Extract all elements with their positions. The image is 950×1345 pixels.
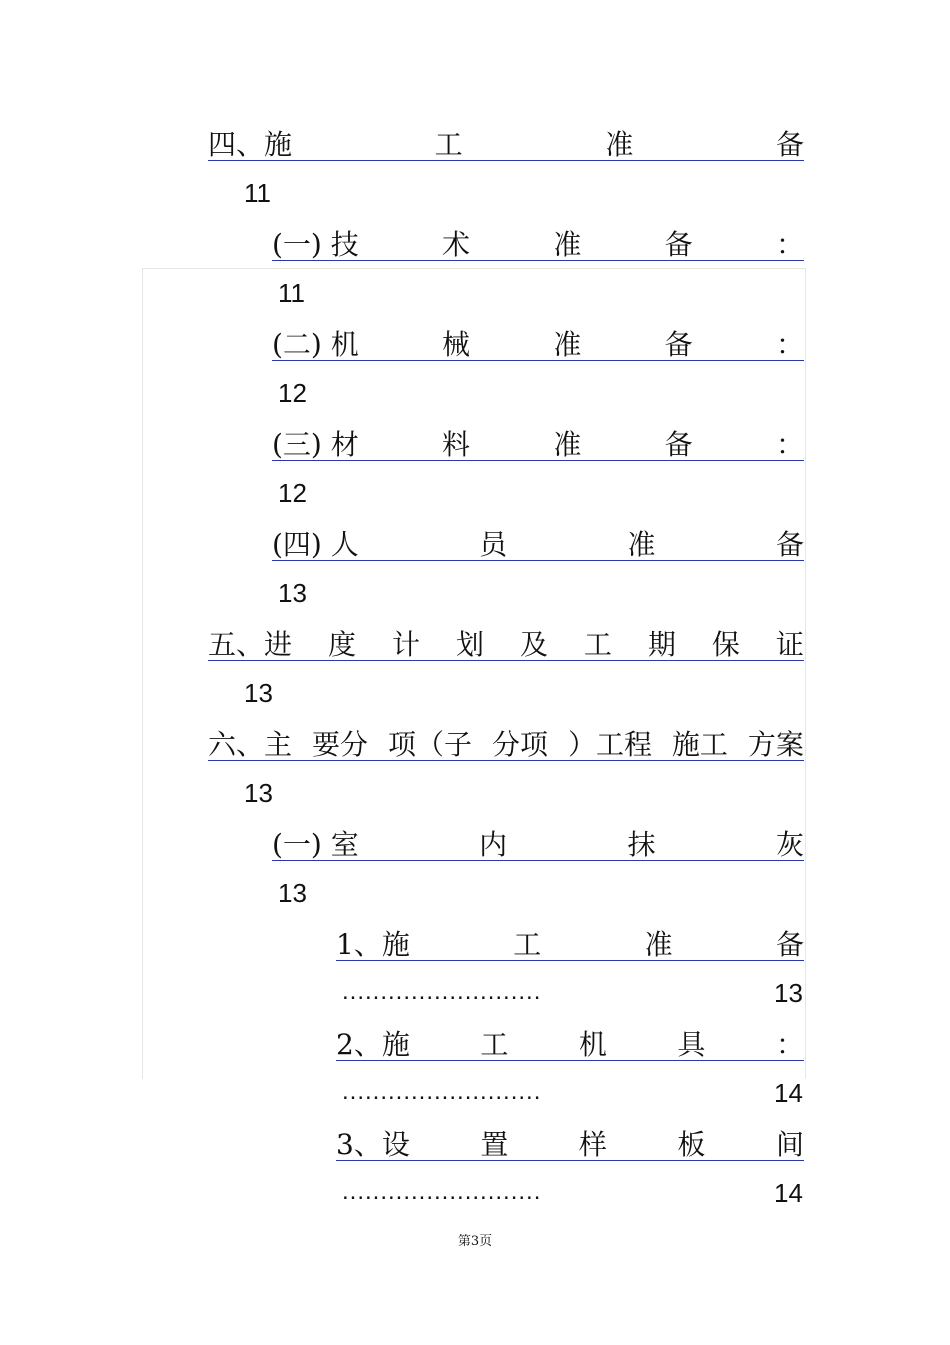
- toc-page-number: 12: [278, 378, 307, 408]
- toc-entry-part: 及: [519, 628, 548, 661]
- toc-entry-part: 度: [327, 628, 356, 661]
- toc-entry-prefix: 3、设: [336, 1128, 410, 1161]
- toc-page-number: 13: [278, 578, 307, 608]
- toc-entry-part: 板: [677, 1128, 706, 1161]
- toc-entry-part: 具: [677, 1028, 706, 1061]
- toc-page-number: 13: [278, 878, 307, 908]
- toc-entry-part: 方案: [747, 728, 804, 761]
- toc-entry-part: 工: [480, 1028, 509, 1061]
- toc-entry-line[interactable]: [208, 726, 804, 761]
- toc-entry-prefix: 2、施: [336, 1028, 410, 1061]
- toc-entry-line[interactable]: [336, 1026, 804, 1061]
- toc-entry-part: 备: [775, 128, 804, 161]
- toc-entry-part: 间: [775, 1128, 804, 1161]
- toc-entry-line[interactable]: [272, 526, 804, 561]
- toc-entry-part: 备: [775, 528, 804, 561]
- toc-entry-line[interactable]: [272, 226, 804, 261]
- toc-entry-prefix: (三) 材: [272, 428, 359, 461]
- toc-entry-line[interactable]: [208, 626, 804, 661]
- toc-page-number: 11: [278, 278, 305, 308]
- toc-entry-part: 员: [479, 528, 508, 561]
- toc-entry-part: 准: [644, 928, 673, 961]
- toc-entry-part: 抹: [627, 828, 656, 861]
- toc-entry-part: 料: [442, 428, 471, 461]
- toc-entry-prefix: (一) 室: [272, 828, 359, 861]
- toc-entry-part: 样: [578, 1128, 607, 1161]
- toc-entry-part: 准: [553, 428, 582, 461]
- toc-entry-part: 工: [434, 128, 463, 161]
- page-footer: 第3页: [457, 1234, 493, 1249]
- toc-entry-part: 备: [664, 228, 693, 261]
- toc-page-number: 13: [244, 778, 273, 808]
- toc-entry-part: 备: [775, 928, 804, 961]
- toc-entry-part: 项（子: [387, 728, 472, 761]
- toc-entry-part: 工: [583, 628, 612, 661]
- toc-entry-line[interactable]: [272, 326, 804, 361]
- toc-entry-part: 划: [455, 628, 484, 661]
- toc-entry-line[interactable]: [208, 126, 804, 161]
- toc-entry-part: 保: [711, 628, 740, 661]
- toc-entry-part: ：: [775, 428, 804, 461]
- toc-entry-part: 证: [775, 628, 804, 661]
- toc-entry-part: 内: [479, 828, 508, 861]
- toc-page-number: 14: [774, 1078, 803, 1108]
- toc-entry-part: 术: [442, 228, 471, 261]
- toc-page-number: 14: [774, 1178, 803, 1208]
- toc-leader-dots: ..........................: [342, 1178, 542, 1205]
- toc-entry-part: ：: [775, 228, 804, 261]
- toc-entry-part: 要分: [311, 728, 368, 761]
- toc-entry-prefix: (一) 技: [272, 228, 359, 261]
- toc-page-number: 13: [244, 678, 273, 708]
- toc-entry-part: 计: [391, 628, 420, 661]
- toc-entry-part: 工: [513, 928, 542, 961]
- toc-page-number: 12: [278, 478, 307, 508]
- toc-entry-line[interactable]: [336, 1126, 804, 1161]
- toc-entry-part: 施工: [671, 728, 728, 761]
- toc-entry-part: ：: [775, 328, 804, 361]
- toc-entry-prefix: (四) 人: [272, 528, 359, 561]
- toc-entry-part: 备: [664, 328, 693, 361]
- toc-entry-prefix: (二) 机: [272, 328, 359, 361]
- toc-entry-part: 机: [578, 1028, 607, 1061]
- toc-entry-part: 分项: [491, 728, 548, 761]
- toc-entry-part: 准: [605, 128, 634, 161]
- toc-entry-line[interactable]: [336, 926, 804, 961]
- toc-page-number: 11: [244, 178, 271, 208]
- toc-leader-dots: ..........................: [342, 1078, 542, 1105]
- toc-entry-part: 准: [553, 328, 582, 361]
- toc-entry-part: 期: [647, 628, 676, 661]
- toc-entry-part: 备: [664, 428, 693, 461]
- toc-entry-prefix: 五、进: [208, 628, 293, 661]
- toc-entry-prefix: 六、主: [208, 728, 293, 761]
- toc-leader-dots: ..........................: [342, 978, 542, 1005]
- toc-entry-part: 准: [627, 528, 656, 561]
- toc-page-number: 13: [774, 978, 803, 1008]
- toc-entry-part: ）工程: [567, 728, 652, 761]
- toc-entry-line[interactable]: [272, 426, 804, 461]
- toc-entry-part: 械: [442, 328, 471, 361]
- toc-entry-part: 灰: [775, 828, 804, 861]
- toc-entry-part: ：: [775, 1028, 804, 1061]
- toc-entry-prefix: 1、施: [336, 928, 410, 961]
- toc-entry-part: 准: [553, 228, 582, 261]
- toc-entry-prefix: 四、施: [208, 128, 293, 161]
- toc-entry-part: 置: [480, 1128, 509, 1161]
- toc-entry-line[interactable]: [272, 826, 804, 861]
